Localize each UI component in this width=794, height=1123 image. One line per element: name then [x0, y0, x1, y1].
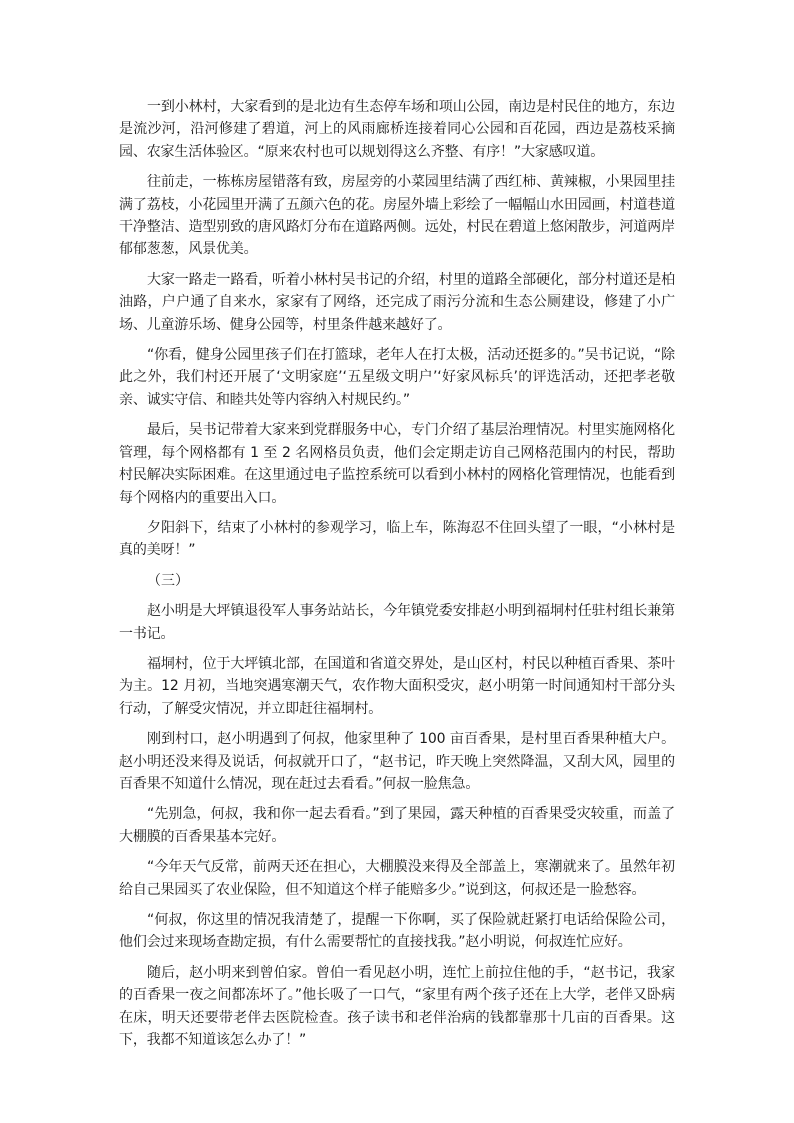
paragraph-uncle-he: 刚到村口，赵小明遇到了何叔，他家里种了 100 亩百香果，是村里百香果种植大户。赵小明还没来得及说话，何叔就开口了，“赵书记，昨天晚上突然降温，又刮大风，园里的百香果不知道什么情况，现在赶过去看看。”何叔一脸焦急。: [119, 731, 675, 792]
paragraph-insurance-advice: “何叔，你这里的情况我清楚了，提醒一下你啊，买了保险就赶紧打电话给保险公司，他们会过来现场查勘定损，有什么需要帮忙的直接找我。”赵小明说，何叔连忙应好。: [119, 912, 675, 951]
paragraph-uncle-zeng: 随后，赵小明来到曾伯家。曾伯一看见赵小明，连忙上前拉住他的手，“赵书记，我家的百香果一夜之间都冻坏了。”他长吸了一口气，“家里有两个孩子还在上大学，老伴又卧病在床，明天还要带老伴去医院检查。孩子读书和老伴治病的钱都靠那十几亩的百香果。这下，我都不知道该怎么办了！”: [119, 964, 675, 1049]
paragraph-grid-governance: 最后，吴书记带着大家来到党群服务中心，专门介绍了基层治理情况。村里实施网格化管理，每个网格都有 1 至 2 名网格员负责，他们会定期走访自己网格范围内的村民，帮助村民解决实际困难。在这里通过电子监控系统可以看到小林村的网格化管理情况，也能看到每个网格内的重要出入口。: [119, 422, 675, 506]
paragraph-insurance-worry: “今年天气反常，前两天还在担心，大棚膜没来得及全部盖上，寒潮就来了。虽然年初给自己果园买了农业保险，但不知道这个样子能赔多少。”说到这，何叔还是一脸愁容。: [119, 859, 675, 898]
paragraph-futong-village: 福垌村，位于大坪镇北部，在国道和省道交界处，是山区村，村民以种植百香果、茶叶为主。12 月初，当地突遇寒潮天气，农作物大面积受灾，赵小明第一时间通知村干部分头行动，了解受灾情况，并立即赶往福垌村。: [119, 655, 675, 717]
paragraph-infrastructure: 大家一路走一路看，听着小林村吴书记的介绍，村里的道路全部硬化，部分村道还是柏油路，户户通了自来水，家家有了网络，还完成了雨污分流和生态公厕建设，修建了小广场、儿童游乐场、健身公园等，村里条件越来越好了。: [119, 271, 675, 333]
paragraph-village-layout: 一到小林村，大家看到的是北边有生态停车场和项山公园，南边是村民住的地方，东边是流沙河，沿河修建了碧道，河上的风雨廊桥连接着同心公园和百花园，西边是荔枝采摘园、农家生活体验区。“原来农村也可以规划得这么齐整、有序！”大家感叹道。: [119, 99, 675, 160]
paragraph-sunset-farewell: 夕阳斜下，结束了小林村的参观学习，临上车，陈海忍不住回头望了一眼，“小林村是真的美呀！”: [119, 519, 675, 559]
section-heading: （三）: [147, 572, 189, 589]
paragraph-houses-scenery: 往前走，一栋栋房屋错落有致，房屋旁的小菜园里结满了西红柿、黄辣椒，小果园里挂满了荔枝，小花园里开满了五颜六色的花。房屋外墙上彩绘了一幅幅山水田园画，村道巷道干净整洁、造型别致的唐风路灯分布在道路两侧。远处，村民在碧道上悠闲散步，河道两岸郁郁葱葱，风景优美。: [119, 174, 675, 258]
paragraph-zhao-intro: 赵小明是大坪镇退役军人事务站站长，今年镇党委安排赵小明到福垌村任驻村组长兼第一书记。: [119, 603, 675, 642]
document-page: [119, 96, 675, 1059]
paragraph-orchard-visit: “先别急，何叔，我和你一起去看看。”到了果园，露天种植的百香果受灾较重，而盖了大棚膜的百香果基本完好。: [119, 806, 675, 845]
paragraph-fitness-park: “你看，健身公园里孩子们在打篮球，老年人在打太极，活动还挺多的。”吴书记说，“除此之外，我们村还开展了‘文明家庭’‘五星级文明户’‘好家风标兵’的评选活动，还把孝老敬亲、诚实守信、和睦共处等内容纳入村规民约。”: [119, 347, 675, 408]
